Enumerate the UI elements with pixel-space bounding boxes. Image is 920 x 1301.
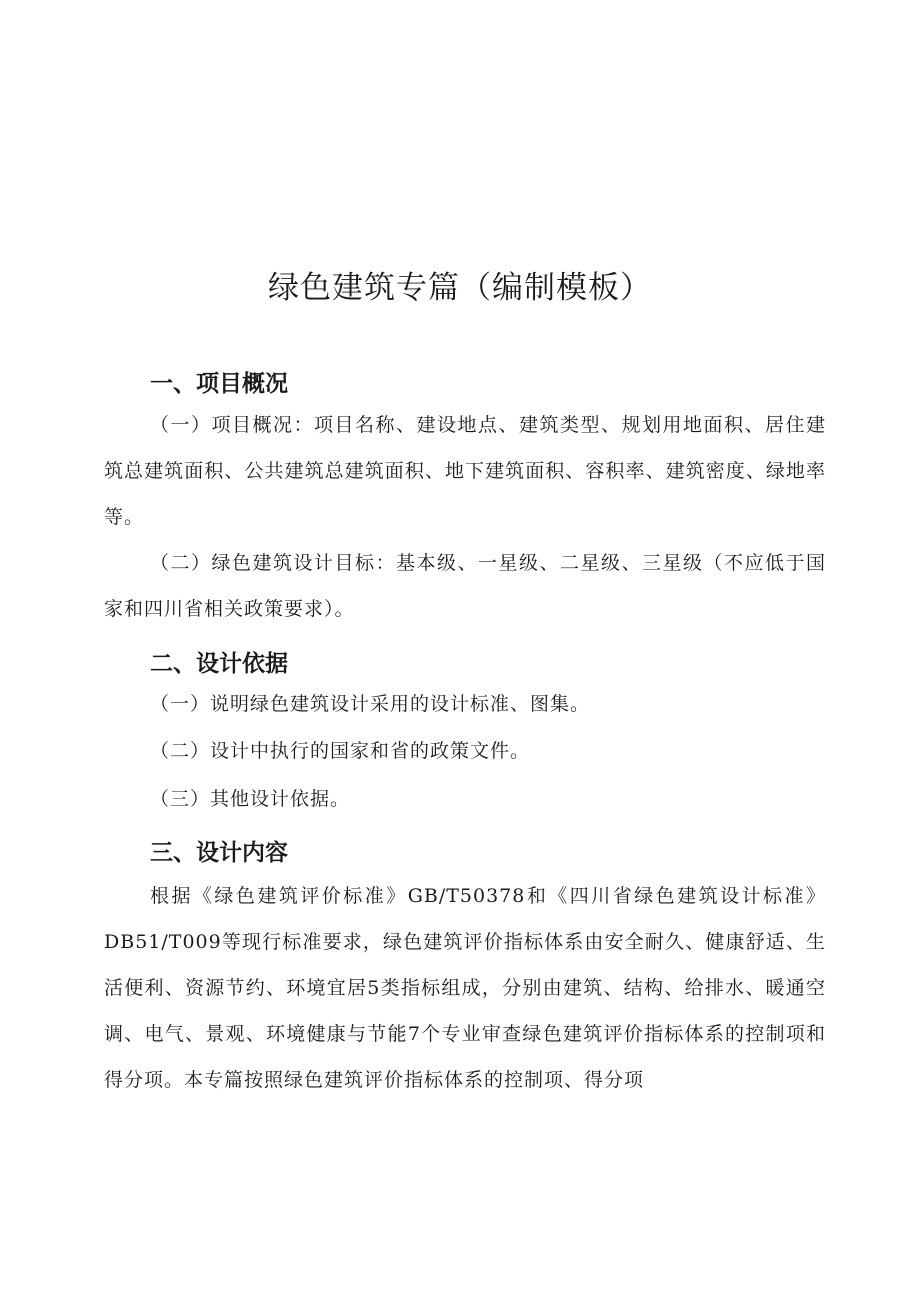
- paragraph-policy-documents: （二）设计中执行的国家和省的政策文件。: [150, 740, 531, 762]
- paragraph-other-basis: （三）其他设计依据。: [150, 788, 351, 810]
- section-heading-design-content: 三、设计内容: [150, 840, 288, 866]
- paragraph-design-target: （二）绿色建筑设计目标：基本级、一星级、二星级、三星级（不应低于国家和四川省相关政策要求）。: [104, 552, 826, 620]
- document-title: 绿色建筑专篇（编制模板）: [268, 270, 652, 306]
- section-heading-design-basis: 二、设计依据: [150, 651, 288, 677]
- paragraph-project-overview: （一）项目概况：项目名称、建设地点、建筑类型、规划用地面积、居住建筑总建筑面积、公共建筑总建筑面积、地下建筑面积、容积率、建筑密度、绿地率等。: [104, 414, 826, 528]
- section-heading-project-overview: 一、项目概况: [150, 371, 288, 397]
- paragraph-design-standards: （一）说明绿色建筑设计采用的设计标准、图集。: [150, 693, 591, 715]
- paragraph-design-content: 根据《绿色建筑评价标准》GB/T50378和《四川省绿色建筑设计标准》DB51/T009等现行标准要求，绿色建筑评价指标体系由安全耐久、健康舒适、生活便利、资源节约、环境宜居5类指标组成，分别由建筑、结构、给排水、暖通空调、电气、景观、环境健康与节能7个专业审查绿色建筑评价指标体系的控制项和得分项。本专篇按照绿色建筑评价指标体系的控制项、得分项: [104, 885, 826, 1091]
